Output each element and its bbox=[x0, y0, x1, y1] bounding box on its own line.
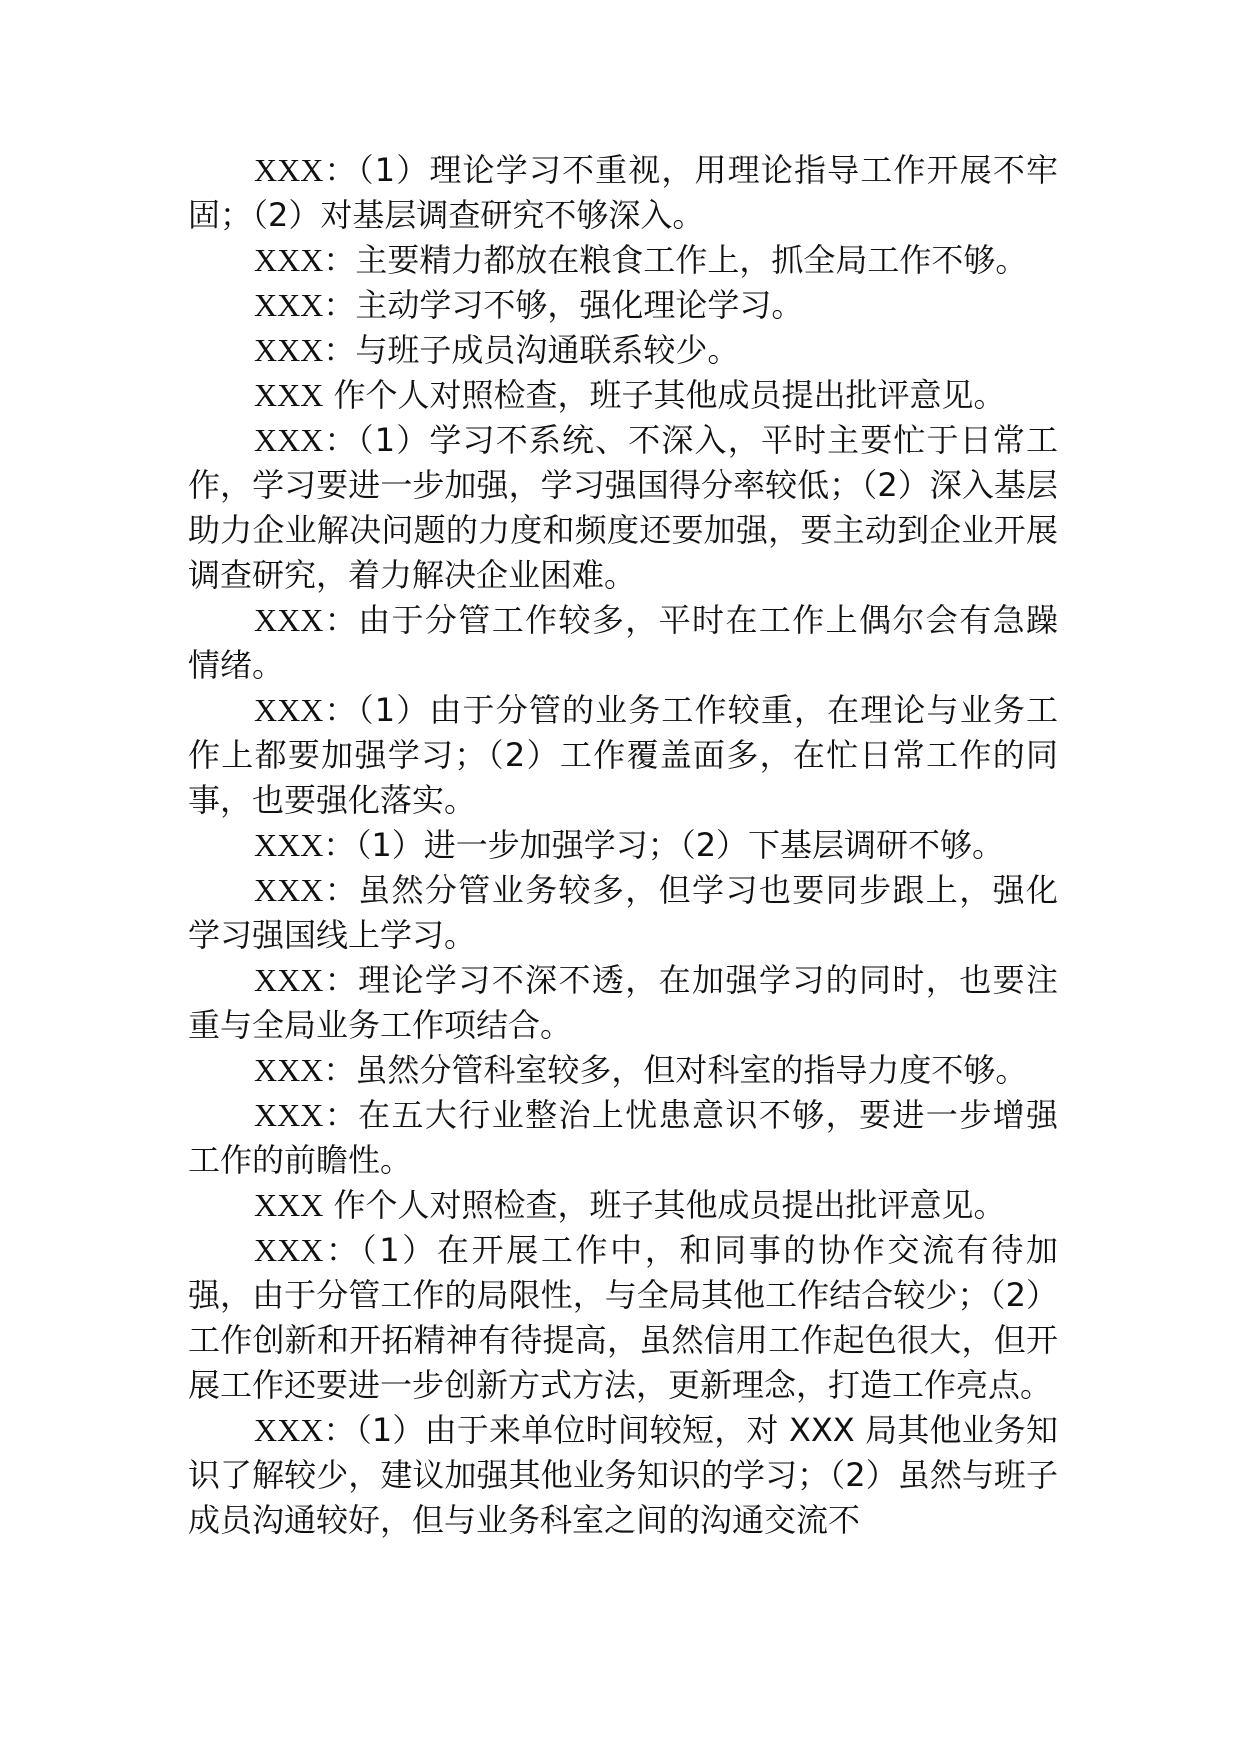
paragraph bbox=[188, 238, 1058, 283]
paragraph bbox=[188, 1048, 1058, 1093]
speaker-name: XXX bbox=[254, 1412, 324, 1448]
paragraph-text: ：主动学习不够，强化理论学习。 bbox=[323, 286, 804, 324]
document-body bbox=[188, 148, 1058, 1543]
paragraph bbox=[188, 598, 1058, 688]
paragraph-text: ：与班子成员沟通联系较少。 bbox=[323, 331, 740, 369]
paragraph bbox=[188, 328, 1058, 373]
paragraph bbox=[188, 148, 1058, 238]
paragraph-text: ：主要精力都放在粮食工作上，抓全局工作不够。 bbox=[323, 241, 1028, 279]
paragraph bbox=[188, 868, 1058, 958]
speaker-name: XXX bbox=[254, 1097, 324, 1133]
paragraph-text: ：（1）学习不系统、不深入，平时主要忙于日常工作，学习要进一步加强，学习强国得分率较低；（2）深入基层助力企业解决问题的力度和频度还要加强，要主动到企业开展调查研究，着力解决企业困难。 bbox=[188, 421, 1058, 594]
speaker-name: XXX bbox=[254, 152, 324, 188]
paragraph-text: ：虽然分管科室较多，但对科室的指导力度不够。 bbox=[323, 1051, 1028, 1089]
paragraph bbox=[188, 1228, 1058, 1408]
paragraph-text: ：在五大行业整治上忧患意识不够，要进一步增强工作的前瞻性。 bbox=[188, 1096, 1058, 1179]
paragraph bbox=[188, 418, 1058, 598]
paragraph-text: ：（1）由于来单位时间较短，对 XXX 局其他业务知识了解较少，建议加强其他业务知识的学习；（2）虽然与班子成员沟通较好，但与业务科室之间的沟通交流不 bbox=[188, 1411, 1058, 1539]
speaker-name: XXX bbox=[254, 1187, 324, 1223]
speaker-name: XXX bbox=[254, 872, 324, 908]
speaker-name: XXX bbox=[254, 287, 324, 323]
speaker-name: XXX bbox=[254, 332, 324, 368]
paragraph bbox=[188, 1093, 1058, 1183]
speaker-name: XXX bbox=[254, 377, 324, 413]
speaker-name: XXX bbox=[254, 692, 324, 728]
paragraph-text: ：（1）进一步加强学习；（2）下基层调研不够。 bbox=[323, 826, 1005, 864]
speaker-name: XXX bbox=[254, 1232, 324, 1268]
paragraph-text: 作个人对照检查，班子其他成员提出批评意见。 bbox=[323, 376, 1006, 414]
speaker-name: XXX bbox=[254, 422, 324, 458]
paragraph bbox=[188, 373, 1058, 418]
paragraph-text: ：（1）在开展工作中，和同事的协作交流有待加强，由于分管工作的局限性，与全局其他工作结合较少；（2）工作创新和开拓精神有待提高，虽然信用工作起色很大，但开展工作还要进一步创新方式方法，更新理念，打造工作亮点。 bbox=[188, 1231, 1058, 1404]
speaker-name: XXX bbox=[254, 242, 324, 278]
paragraph bbox=[188, 688, 1058, 823]
paragraph-text: ：（1）理论学习不重视，用理论指导工作开展不牢固；（2）对基层调查研究不够深入。 bbox=[188, 151, 1058, 234]
paragraph-text: ：理论学习不深不透，在加强学习的同时，也要注重与全局业务工作项结合。 bbox=[188, 961, 1058, 1044]
speaker-name: XXX bbox=[254, 827, 324, 863]
paragraph-text: ：由于分管工作较多，平时在工作上偶尔会有急躁情绪。 bbox=[188, 601, 1058, 684]
paragraph-text: 作个人对照检查，班子其他成员提出批评意见。 bbox=[323, 1186, 1006, 1224]
speaker-name: XXX bbox=[254, 602, 324, 638]
paragraph bbox=[188, 823, 1058, 868]
paragraph-text: ：（1）由于分管的业务工作较重，在理论与业务工作上都要加强学习；（2）工作覆盖面多，在忙日常工作的同事，也要强化落实。 bbox=[188, 691, 1058, 819]
paragraph-text: ：虽然分管业务较多，但学习也要同步跟上，强化学习强国线上学习。 bbox=[188, 871, 1058, 954]
speaker-name: XXX bbox=[254, 1052, 324, 1088]
paragraph bbox=[188, 1183, 1058, 1228]
paragraph bbox=[188, 283, 1058, 328]
paragraph bbox=[188, 1408, 1058, 1543]
speaker-name: XXX bbox=[254, 962, 324, 998]
paragraph bbox=[188, 958, 1058, 1048]
